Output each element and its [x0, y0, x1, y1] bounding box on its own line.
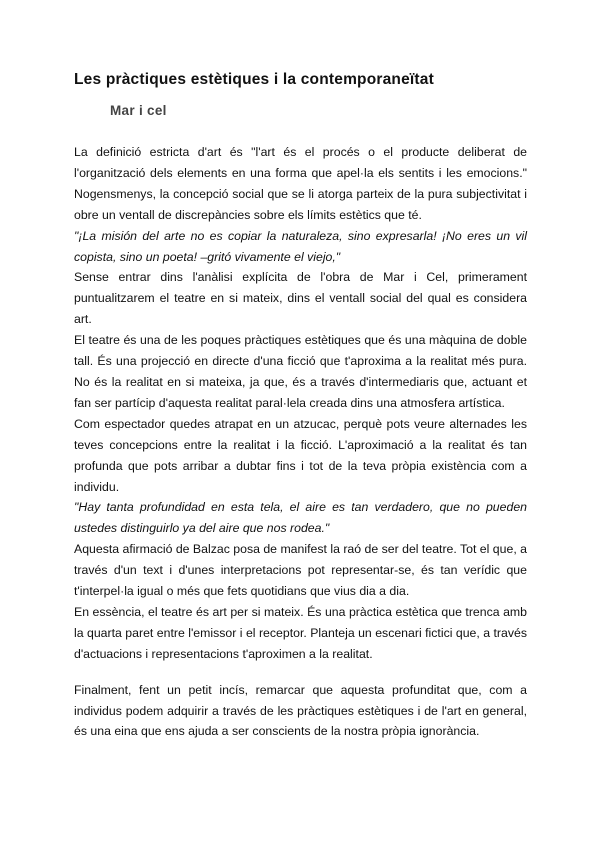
paragraph-espectador: Com espectador quedes atrapat en un atzucac, perquè pots veure alternades les teves concepcions entre la realitat i la ficció. L'aproximació a la realitat és tan profunda que pots arribar a dubtar fins i tot de la teva pròpia existència com a individu.	[74, 416, 527, 494]
document-title: Les pràctiques estètiques i la contemporaneïtat	[74, 71, 434, 88]
paragraph-intro-teatre: Sense entrar dins l'anàlisi explícita de l'obra de Mar i Cel, primerament puntualitzarem el teatre en si mateix, dins el ventall social del qual es considera art.	[74, 270, 527, 327]
quote-balzac: "Hay tanta profundidad en esta tela, el aire es tan verdadero, que no pueden ustedes distinguirlo ya del aire que nos rodea."	[74, 500, 527, 536]
paragraph-essencia: En essència, el teatre és art per si mateix. És una pràctica estètica que trenca amb la quarta paret entre l'emissor i el receptor. Planteja un escenari fictici que, a través d'actuacions i representacions t'aproximen a la realitat.	[74, 604, 527, 661]
paragraph-doble-tall: El teatre és una de les poques pràctiques estètiques que és una màquina de doble tall. És una projecció en directe d'una ficció que t'aproxima a la realitat més pura. No és la realitat en si mateixa, ja que, és a través d'intermediaris que, actuant et fan ser partícip d'aquesta realitat paral·lela creada dins una atmosfera artística.	[74, 333, 527, 410]
paragraph-afirmacio-balzac: Aquesta afirmació de Balzac posa de manifest la raó de ser del teatre. Tot el que, a través d'un text i d'unes interpretacions pot representar-se, és tan verídic que t'interpel·la igual o més que fets quotidians que vius dia a dia.	[74, 542, 527, 599]
document-body	[74, 142, 527, 742]
document-subtitle: Mar i cel	[110, 103, 167, 118]
paragraph-conclusio: Finalment, fent un petit incís, remarcar que aquesta profunditat que, com a individus podem adquirir a través de les pràctiques estètiques i de l'art en general, és una eina que ens ajuda a ser conscients de la nostra pròpia ignorància.	[74, 682, 527, 739]
quote-mision-arte: "¡La misión del arte no es copiar la naturaleza, sino expresarla! ¡No eres un vil copista, sino un poeta! –gritó vivamente el viejo,"	[74, 228, 527, 264]
paragraph-definition: La definició estricta d'art és "l'art és el procés o el producte deliberat de l'organització dels elements en una forma que apel·la els sentits i les emocions." Nogensmenys, la concepció social que se li atorga parteix de la pura subjectivitat i obre un ventall de discrepàncies sobre els límits estètics que té.	[74, 145, 527, 222]
